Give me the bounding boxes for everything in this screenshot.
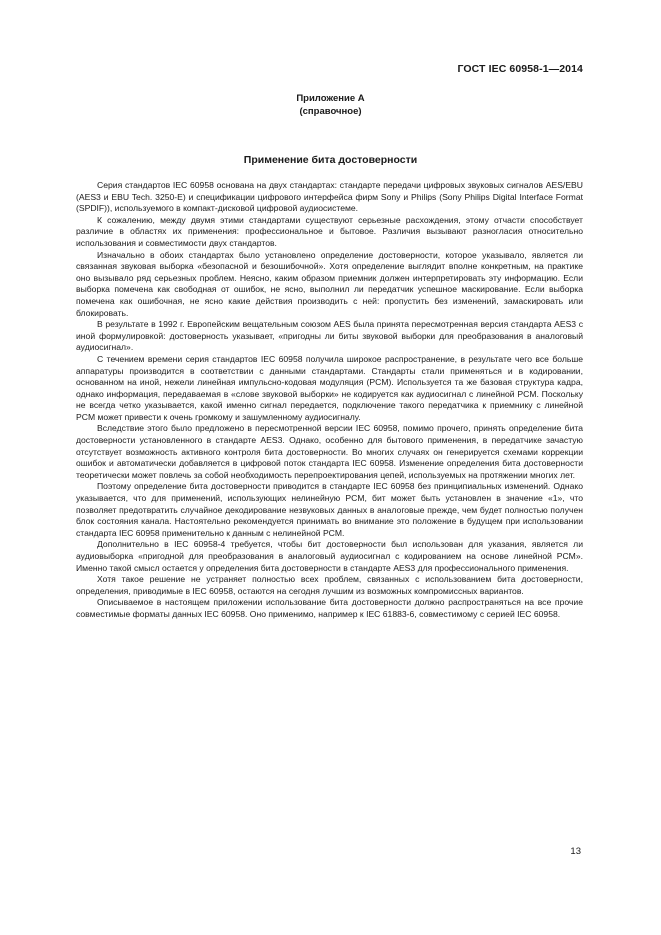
page-number: 13 — [570, 846, 581, 857]
appendix-heading — [0, 92, 661, 118]
paragraph: Серия стандартов IEC 60958 основана на двух стандартах: стандарте передачи цифровых звуковых сигналов AES/EBU (AES3 и EBU Tech. 3250-E) и спецификации цифрового интерфейса фирм Sony и Philips (Sony Philips Digital Interface Format (SPDIF)), используемого в компакт-дисковой цифровой аудиосистеме. — [76, 180, 583, 214]
paragraph: С течением времени серия стандартов IEC 60958 получила широкое распространение, в результате чего все больше аппаратуры производится в соответствии с данными стандартами. Стандарты стали применяться и в кодировании, основанном на иной, нежели линейная импульсно-кодовая модуляция (PCM). Используется та же базовая структура кадра, однако информация, передаваемая в «слове звуковой выборки» не кодируется как аудиосигнал с линейной PCM. Поскольку не всегда четко указывается, какой именно сигнал передается, подключение такого передатчика к приемнику с линейной PCM может привести к очень громкому и зашумленному аудиосигналу. — [76, 353, 583, 422]
paragraph: Вследствие этого было предложено в пересмотренной версии IEC 60958, помимо прочего, принять определение бита достоверности установленного в стандарте AES3. Однако, особенно для бытового применения, в передатчике зачастую отсутствует возможность активного контроля бита достоверности. Во многих случаях он генерируется схемами коррекции ошибок и автоматически добавляется в цифровой поток стандарта IEC 60958. Изменение определения бита достоверности теоретически может повлечь за собой необходимость перепроектирования цепей, используемых на протяжении многих лет. — [76, 423, 583, 480]
body-text — [76, 180, 583, 621]
paragraph: Поэтому определение бита достоверности приводится в стандарте IEC 60958 без принципиальных изменений. Однако указывается, что для применений, использующих нелинейную PCM, бит может быть установлен в значение «1», что позволяет предотвратить случайное декодирование незвуковых данных в аналоговые прежде, чем будет полностью получен блок состояния канала. Настоятельно рекомендуется принимать во внимание это положение в будущем при использовании стандарта IEC 60958 применительно к данным с нелинейной PCM. — [76, 481, 583, 538]
paragraph: К сожалению, между двумя этими стандартами существуют серьезные расхождения, этому отчасти способствует различие в областях их применения: профессиональное и бытовое. Различия вызывают разногласия относительно использования и совместимости двух стандартов. — [76, 214, 583, 248]
document-header: ГОСТ IEC 60958-1—2014 — [457, 63, 583, 75]
section-title: Применение бита достоверности — [243, 154, 418, 166]
paragraph: Дополнительно в IEC 60958-4 требуется, чтобы бит достоверности был использован для указания, является ли аудиовыборка «пригодной для преобразования в аналоговый аудиосигнал с кодированием на основе линейной PCM». Именно такой смысл остается у определения бита достоверности в стандарте AES3 для профессионального применения. — [76, 539, 583, 573]
appendix-subtitle: (справочное) — [299, 106, 362, 117]
paragraph: Хотя такое решение не устраняет полностью всех проблем, связанных с использованием бита достоверности, определения, приводимые в IEC 60958, остаются на сегодня лучшим из возможных компромиссных вариантов. — [76, 574, 583, 596]
paragraph: Изначально в обоих стандартах было установлено определение достоверности, которое указывало, является ли связанная звуковая выборка «безопасной и безошибочной». Хотя определение выглядит вполне конкретным, на практике оно вызывало ряд серьезных проблем. Неясно, каким образом приемник должен интерпретировать эту информацию. Если выборка помечена как свободная от ошибок, не ясно, выполнил ли передатчик успешное маскирование. Если выборка помечена как ошибочная, не ясно какие действия производить с ней: пропустить без изменений, замаскировать или блокировать. — [76, 249, 583, 318]
paragraph: Описываемое в настоящем приложении использование бита достоверности должно распространяться на все прочие совместимые форматы данных IEC 60958. Оно применимо, например к IEC 61883-6, совместимому с серией IEC 60958. — [76, 597, 583, 619]
paragraph: В результате в 1992 г. Европейским вещательным союзом AES была принята пересмотренная версия стандарта AES3 с иной формулировкой: достоверность указывает, «пригодны ли биты звуковой выборки для преобразования в аналоговый аудиосигнал». — [76, 319, 583, 353]
appendix-title: Приложение А — [296, 93, 365, 104]
